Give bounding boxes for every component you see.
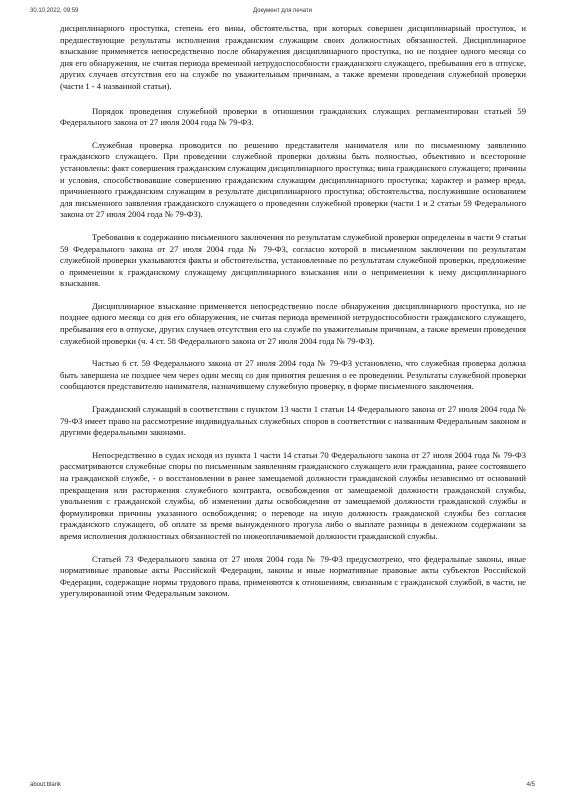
print-datetime: 30.10.2022, 09:59	[30, 8, 79, 14]
print-footer	[30, 782, 535, 792]
paragraph: Гражданский служащий в соответствии с пунктом 13 части 1 статьи 14 Федерального закона от 27 июля 2004 года № 79-ФЗ имеет право на рассмотрение индивидуальных служебных споров в соответствии с названным Федеральным законом и другими федеральными законами.	[60, 404, 526, 438]
print-title: Документ для печати	[252, 8, 313, 14]
paragraph: дисциплинарного проступка, степень его вины, обстоятельства, при которых совершен дисциплинарный проступок, и предшествующие результаты исполнения гражданским служащим своих должностных обязанностей. Дисциплинарное взыскание применяется непосредственно после обнаружения дисциплинарного проступка, но не позднее одного месяца со дня его обнаружения, не считая периода временной нетрудоспособности гражданского служащего, пребывания его в отпуске, других случаев отсутствия его на службе по уважительным причинам, а также времени проведения служебной проверки (части 1 - 4 названной статьи).	[60, 23, 526, 91]
page-url: about:blank	[30, 782, 62, 788]
paragraph: Непосредственно в судах исходя из пункта 1 части 14 статьи 70 Федерального закона от 27 июля 2004 года № 79-ФЗ рассматриваются служебные споры по письменным заявлениям гражданского служащего или гражданина, ранее состоявшего на гражданской службе, - о восстановлении в ранее замещаемой должности гражданской службы независимо от оснований прекращения или расторжения служебного контракта, освобождения от замещаемой должности гражданской службы, увольнения с гражданской службы, об изменении даты освобождения от замещаемой должности гражданской службы и формулировки причины указанного освобождения; о переводе на иную должность гражданской службы без согласия гражданского служащего, об оплате за время вынужденного прогула либо о выплате разницы в денежном содержании за время исполнения должностных обязанностей по нижеоплачиваемой должности гражданской службы.	[60, 449, 526, 541]
page-number: 4/5	[526, 782, 535, 788]
print-header	[30, 8, 535, 18]
paragraph: Требования к содержанию письменного заключения по результатам служебной проверки определены в части 9 статьи 59 Федерального закона от 27 июля 2004 года № 79-ФЗ, согласно которой в письменном заключении по результатам служебной проверки указываются факты и обстоятельства, установленные по результатам служебной проверки, предложение о применении к гражданскому служащему дисциплинарного взыскания или о неприменении к нему дисциплинарного взыскания.	[60, 231, 526, 289]
paragraph: Частью 6 ст. 59 Федерального закона от 27 июля 2004 года № 79-ФЗ установлено, что служебная проверка должна быть завершена не позднее чем через один месяц со дня принятия решения о ее проведении. Результаты служебной проверки сообщаются представителю нанимателя, назначившему служебную проверку, в форме письменного заключения.	[60, 358, 526, 392]
document-body	[60, 23, 526, 611]
paragraph: Статьей 73 Федерального закона от 27 июля 2004 года № 79-ФЗ предусмотрено, что федеральные законы, иные нормативные правовые акты Российской Федерации, законы и иные нормативные правовые акты субъектов Российской Федерации, содержащие нормы трудового права, применяются к отношениям, связанным с гражданской службой, в части, не урегулированной этим Федеральным законом.	[60, 553, 526, 599]
paragraph: Служебная проверка проводится по решению представителя нанимателя или по письменному заявлению гражданского служащего. При проведении служебной проверки должны быть полностью, объективно и всесторонне установлены: факт совершения гражданским служащим дисциплинарного проступка; вина гражданского служащего; причины и условия, способствовавшие совершению гражданским служащим дисциплинарного проступка; характер и размер вреда, причиненного гражданским служащим в результате дисциплинарного проступка; обстоятельства, послужившие основанием для письменного заявления гражданского служащего о проведении служебной проверки (части 1 и 2 статьи 59 Федерального закона от 27 июля 2004 года № 79-ФЗ).	[60, 139, 526, 220]
paragraph: Порядок проведения служебной проверки в отношении гражданских служащих регламентирован статьей 59 Федерального закона от 27 июля 2004 года № 79-ФЗ.	[60, 105, 526, 128]
paragraph: Дисциплинарное взыскание применяется непосредственно после обнаружения дисциплинарного проступка, но не позднее одного месяца со дня его обнаружения, не считая периода временной нетрудоспособности гражданского служащего, пребывания его в отпуске, других случаев отсутствия его на службе по уважительным причинам, а также времени проведения служебной проверки (ч. 4 ст. 58 Федерального закона от 27 июля 2004 года № 79-ФЗ).	[60, 300, 526, 346]
